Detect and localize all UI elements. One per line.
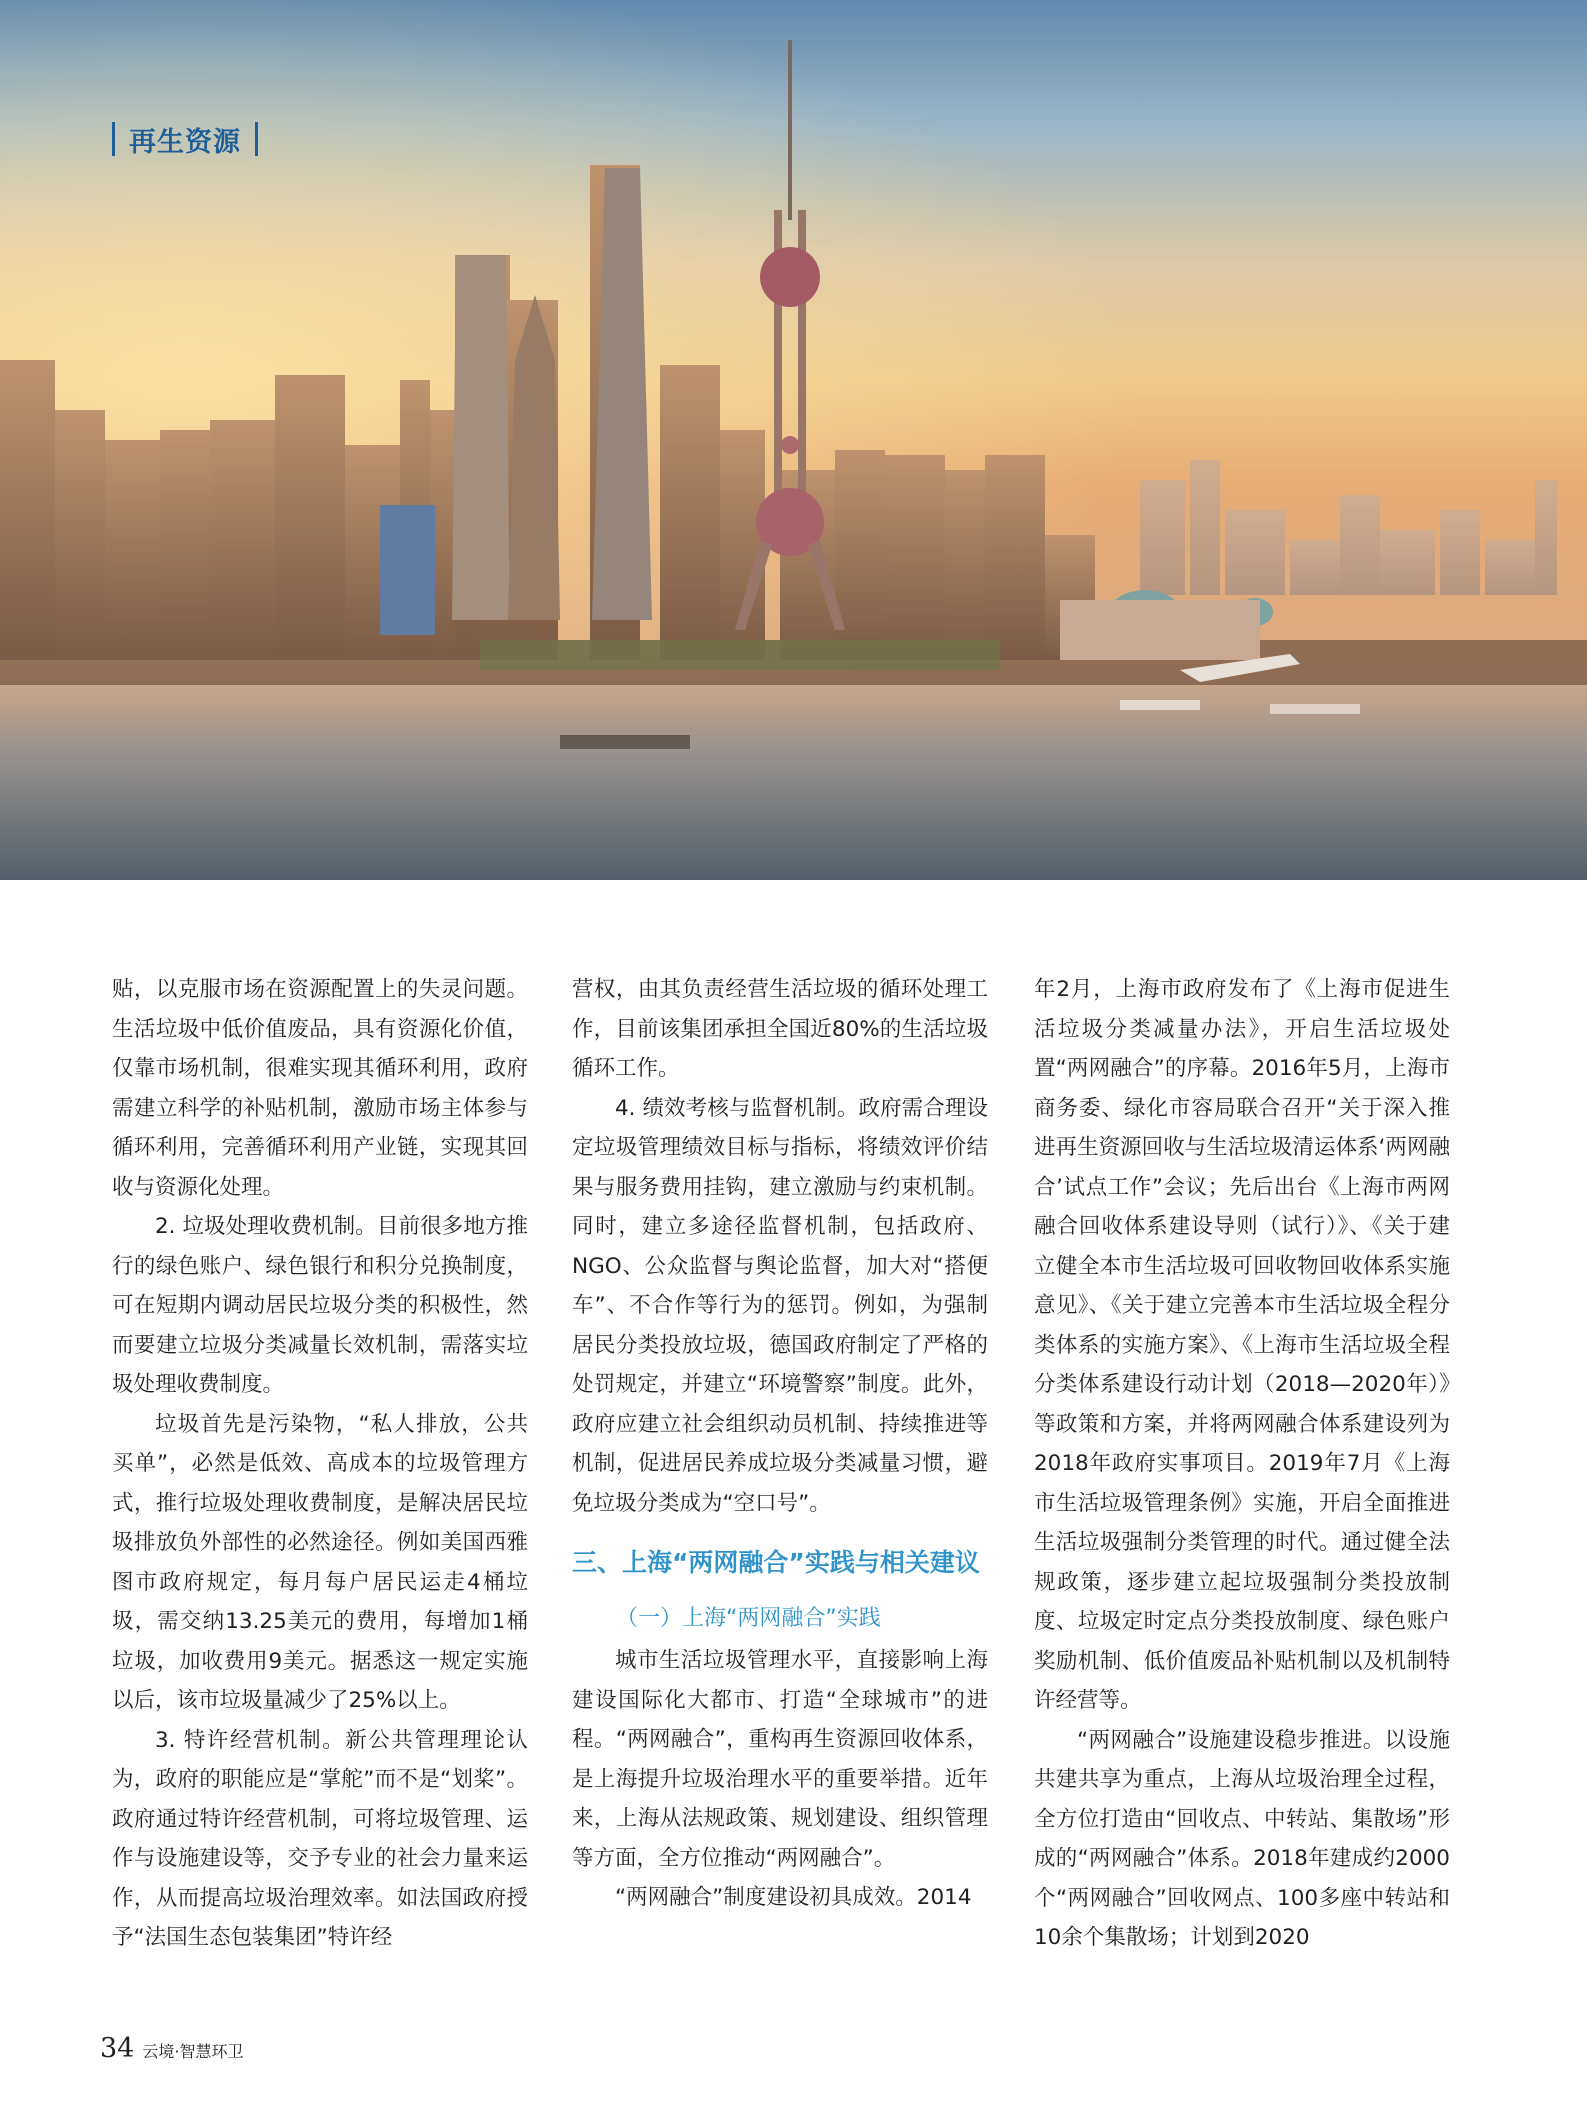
paragraph: 城市生活垃圾管理水平，直接影响上海建设国际化大都市、打造“全球城市”的进程。“两网融合”，重构再生资源回收体系，是上海提升垃圾治理水平的重要举措。近年来，上海从法规政策、规划建设、组织管理等方面，全方位推动“两网融合”。 — [572, 1648, 988, 1871]
text-column-1 — [112, 970, 528, 1958]
section-tag-left-bar — [112, 122, 115, 156]
text-column-3 — [1034, 970, 1450, 1958]
paragraph: 营权，由其负责经营生活垃圾的循环处理工作，目前该集团承担全国近80%的生活垃圾循环工作。 — [572, 977, 988, 1081]
section-heading: 三、上海“两网融合”实践与相关建议 — [572, 1548, 980, 1577]
page-number: 34 — [100, 2033, 135, 2064]
subsection-heading: （一）上海“两网融合”实践 — [616, 1606, 881, 1631]
paragraph: 3. 特许经营机制。新公共管理理论认为，政府的职能应是“掌舵”而不是“划桨”。政府通过特许经营机制，可将垃圾管理、运作与设施建设等，交予专业的社会力量来运作，从而提高垃圾治理效率。如法国政府授予“法国生态包装集团”特许经 — [112, 1727, 528, 1950]
paragraph: 年2月，上海市政府发布了《上海市促进生活垃圾分类减量办法》，开启生活垃圾处置“两网融合”的序幕。2016年5月，上海市商务委、绿化市容局联合召开“关于深入推进再生资源回收与生活垃圾清运体系‘两网融合’试点工作”会议；先后出台《上海市两网融合回收体系建设导则（试行）》、《关于建立健全本市生活垃圾可回收物回收体系实施意见》、《关于建立完善本市生活垃圾全程分类体系的实施方案》、《上海市生活垃圾全程分类体系建设行动计划（2018—2020年）》等政策和方案，并将两网融合体系建设列为2018年政府实事项目。2019年7月《上海市生活垃圾管理条例》实施，开启全面推进生活垃圾强制分类管理的时代。通过健全法规政策，逐步建立起垃圾强制分类投放制度、垃圾定时定点分类投放制度、绿色账户奖励机制、低价值废品补贴机制以及机制特许经营等。 — [1034, 977, 1450, 1713]
magazine-name: 云境·智慧环卫 — [142, 2042, 244, 2061]
paragraph: “两网融合”制度建设初具成效。2014 — [615, 1885, 972, 1910]
paragraph: “两网融合”设施建设稳步推进。以设施共建共享为重点，上海从垃圾治理全过程，全方位打造由“回收点、中转站、集散场”形成的“两网融合”体系。2018年建成约2000个“两网融合”回收网点、100多座中转站和10余个集散场；计划到2020 — [1034, 1727, 1450, 1950]
paragraph: 4. 绩效考核与监督机制。政府需合理设定垃圾管理绩效目标与指标，将绩效评价结果与服务费用挂钩，建立激励与约束机制。同时，建立多途径监督机制，包括政府、NGO、公众监督与舆论监督，加大对“搭便车”、不合作等行为的惩罚。例如，为强制居民分类投放垃圾，德国政府制定了严格的处罚规定，并建立“环境警察”制度。此外，政府应建立社会组织动员机制、持续推进等机制，促进居民养成垃圾分类减量习惯，避免垃圾分类成为“空口号”。 — [572, 1095, 988, 1516]
page-footer — [100, 2033, 243, 2069]
section-tag-right-bar — [255, 122, 258, 156]
section-tag — [112, 118, 258, 160]
paragraph: 2. 垃圾处理收费机制。目前很多地方推行的绿色账户、绿色银行和积分兑换制度，可在短期内调动居民垃圾分类的积极性，然而要建立垃圾分类减量长效机制，需落实垃圾处理收费制度。 — [112, 1214, 528, 1397]
hero-photo — [0, 0, 1587, 880]
text-column-2 — [572, 970, 988, 1918]
section-tag-label: 再生资源 — [129, 126, 241, 158]
paragraph: 垃圾首先是污染物，“私人排放，公共买单”，必然是低效、高成本的垃圾管理方式，推行垃圾处理收费制度，是解决居民垃圾排放负外部性的必然途径。例如美国西雅图市政府规定，每月每户居民运走4桶垃圾，需交纳13.25美元的费用，每增加1桶垃圾，加收费用9美元。据悉这一规定实施以后，该市垃圾量减少了25%以上。 — [112, 1411, 528, 1713]
paragraph: 贴，以克服市场在资源配置上的失灵问题。生活垃圾中低价值废品，具有资源化价值，仅靠市场机制，很难实现其循环利用，政府需建立科学的补贴机制，激励市场主体参与循环利用，完善循环利用产业链，实现其回收与资源化处理。 — [112, 977, 528, 1200]
